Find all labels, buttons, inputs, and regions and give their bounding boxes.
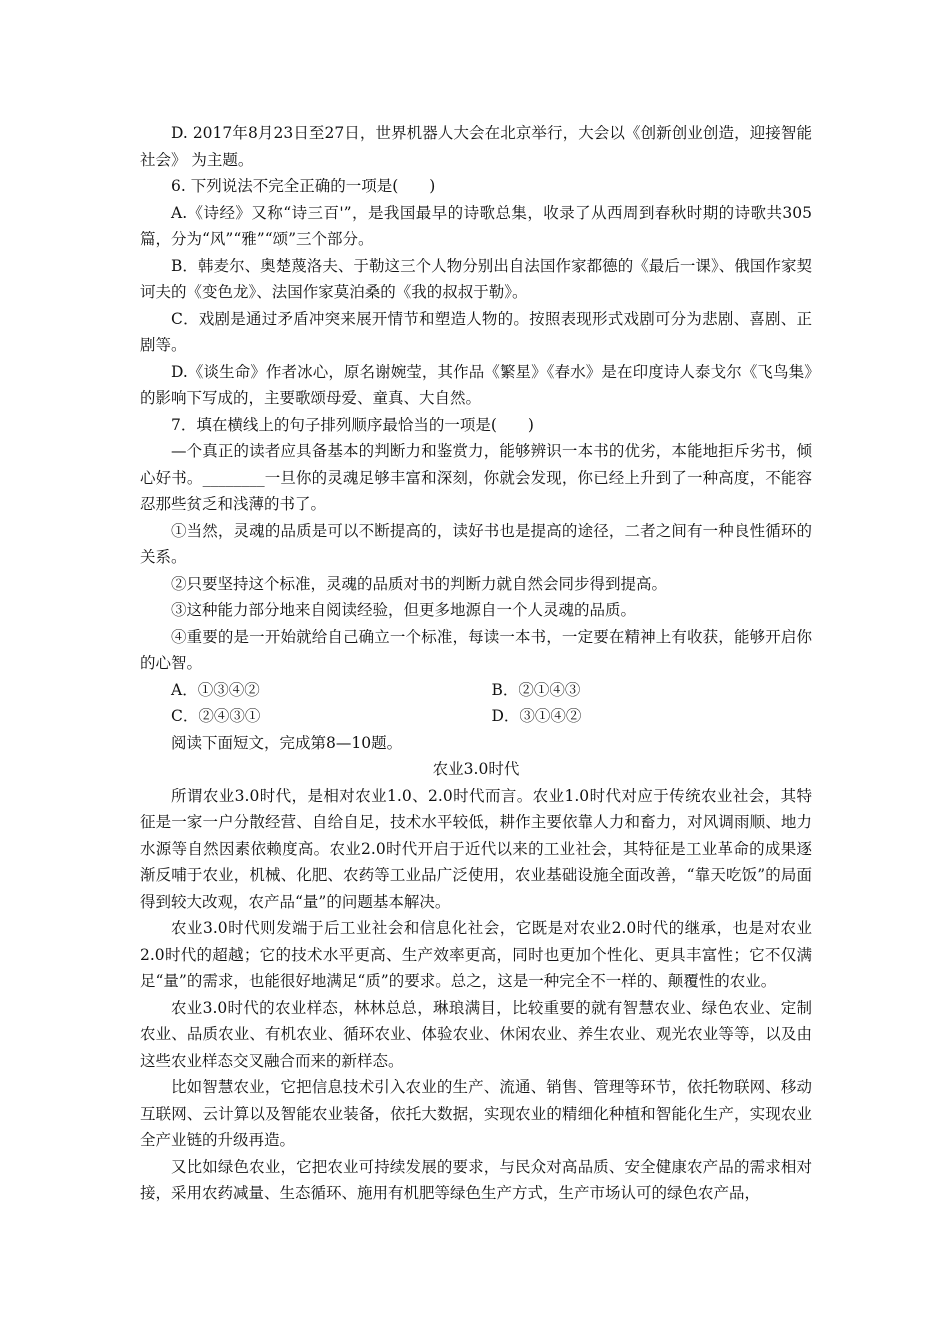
q7-passage: —个真正的读者应具备基本的判断力和鉴赏力，能够辨识一本书的优劣，本能地拒斥劣书，倾心好书。________一旦你的灵魂足够丰富和深刻，你就会发现，你已经上升到了一种高度，不能容忍那些贫乏和浅薄的书了。 (140, 442, 812, 513)
q6-option-d: D.《谈生命》作者冰心，原名谢婉莹，其作品《繁星》《春水》是在印度诗人泰戈尔《飞鸟集》的影响下写成的，主要歌颂母爱、童真、大自然。 (140, 362, 812, 407)
q7-sentence-2: ②只要坚持这个标准，灵魂的品质对书的判断力就自然会同步得到提高。 (171, 574, 668, 593)
article-title: 农业3.0时代 (432, 760, 520, 778)
q7-sentence-4: ④重要的是一开始就给自己确立一个标准，每读一本书，一定要在精神上有收获，能够开启你的心智。 (140, 627, 812, 672)
q7-options-row-1 (140, 677, 812, 704)
q6-option-a: A.《诗经》又称“诗三百'”，是我国最早的诗歌总集，收录了从西周到春秋时期的诗歌共305篇，分为“风”“雅”“颂”三个部分。 (140, 203, 812, 248)
q6-option-c: C．戏剧是通过矛盾冲突来展开情节和塑造人物的。按照表现形式戏剧可分为悲剧、喜剧、正剧等。 (140, 309, 812, 354)
article-paragraph-4: 比如智慧农业，它把信息技术引入农业的生产、流通、销售、管理等环节，依托物联网、移动互联网、云计算以及智能农业装备，依托大数据，实现农业的精细化种植和智能化生产，实现农业全产业链的升级再造。 (140, 1078, 812, 1149)
article-paragraph-2: 农业3.0时代则发端于后工业社会和信息化社会，它既是对农业2.0时代的继承，也是对农业2.0时代的超越；它的技术水平更高、生产效率更高，同时也更加个性化、更具丰富性；它不仅满足“量”的需求，也能很好地满足“质”的要求。总之，这是一种完全不一样的、颠覆性的农业。 (140, 919, 812, 990)
q7-option-c: C．②④③① (171, 707, 261, 725)
article-paragraph-5: 又比如绿色农业，它把农业可持续发展的要求，与民众对高品质、安全健康农产品的需求相对接，采用农药减量、生态循环、施用有机肥等绿色生产方式，生产市场认可的绿色农产品， (140, 1157, 812, 1202)
q6-option-b: B．韩麦尔、奥楚蔑洛夫、于勒这三个人物分别出自法国作家都德的《最后一课》、俄国作家契诃夫的《变色龙》、法国作家莫泊桑的《我的叔叔于勒》。 (140, 256, 812, 301)
document-page (140, 120, 812, 1207)
q7-stem: 7．填在横线上的句子排列顺序最恰当的一项是( ) (171, 415, 534, 434)
q6-stem: 6. 下列说法不完全正确的一项是( ) (171, 177, 436, 195)
q7-sentence-3: ③这种能力部分地来自阅读经验，但更多地源自一个人灵魂的品质。 (171, 601, 637, 619)
article-paragraph-3: 农业3.0时代的农业样态，林林总总，琳琅满目，比较重要的就有智慧农业、绿色农业、定制农业、品质农业、有机农业、循环农业、体验农业、休闲农业、养生农业、观光农业等等，以及由这些农业样态交叉融合而来的新样态。 (140, 998, 812, 1070)
q7-sentence-1: ①当然，灵魂的品质是可以不断提高的，读好书也是提高的途径，二者之间有一种良性循环的关系。 (140, 521, 812, 566)
q7-option-a: A．①③④② (171, 680, 260, 699)
q7-option-d: D．③①④② (491, 707, 582, 725)
q7-options-row-2 (140, 703, 812, 730)
q5-option-d: D. 2017年8月23日至27日，世界机器人大会在北京举行，大会以《创新创业创造，迎接智能社会》 为主题。 (140, 124, 812, 169)
article-paragraph-1: 所谓农业3.0时代，是相对农业1.0、2.0时代而言。农业1.0时代对应于传统农业社会，其特征是一家一户分散经营、自给自足，技术水平较低，耕作主要依靠人力和畜力，对风调雨顺、地力水源等自然因素依赖度高。农业2.0时代开启于近代以来的工业社会，其特征是工业革命的成果逐渐反哺于农业，机械、化肥、农药等工业品广泛使用，农业基础设施全面改善，“靠天吃饭”的局面得到较大改观，农产品“量”的问题基本解决。 (140, 786, 812, 911)
q7-option-b: B．②①④③ (491, 680, 581, 699)
reading-instruction: 阅读下面短文，完成第8—10题。 (171, 733, 403, 752)
